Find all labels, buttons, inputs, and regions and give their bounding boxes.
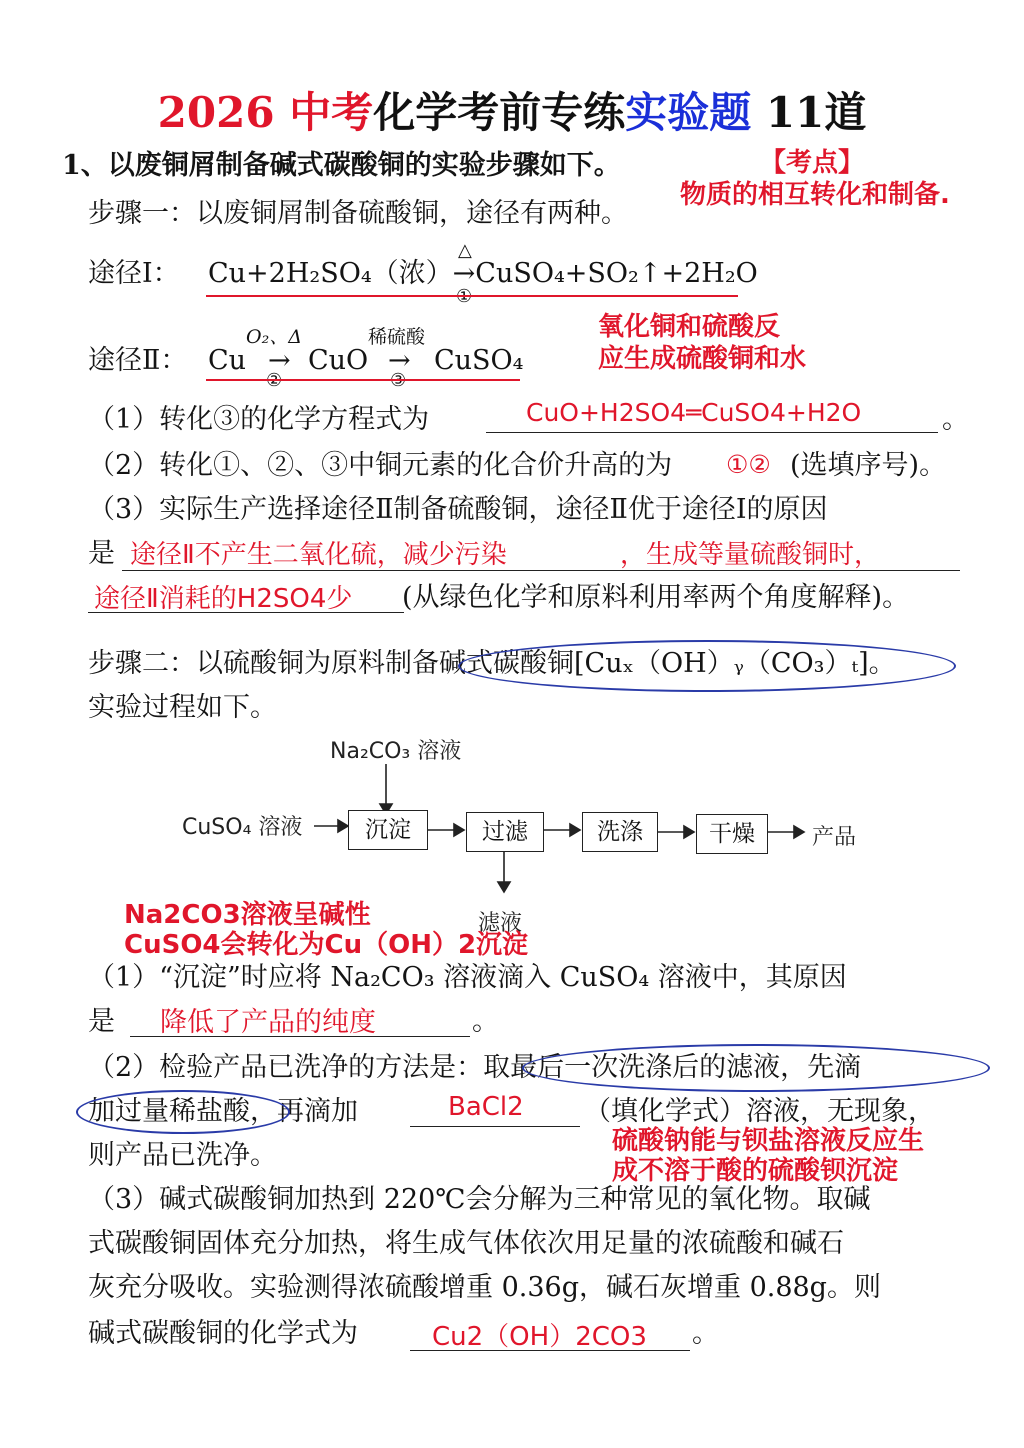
route2-cond-acid: 稀硫酸 <box>368 326 426 348</box>
flow-product: 产品 <box>812 825 857 850</box>
s2-text: （2）检验产品已洗净的方法是：取最后一次洗涤后的滤液，先滴 <box>88 1052 862 1083</box>
route2-cuo: CuO <box>308 345 369 376</box>
highlight-ellipse-method <box>522 1044 990 1092</box>
flow-na2co3-label: Na₂CO₃ 溶液 <box>330 739 462 764</box>
route2-cu: Cu <box>208 345 247 376</box>
p1-end: 。 <box>942 404 969 435</box>
route2-arrow-1: → <box>268 345 291 376</box>
s3-answer: Cu2（OH）2CO3 <box>432 1322 647 1352</box>
route2-num-3: ③ <box>390 370 407 391</box>
p3-shi: 是 <box>88 538 115 569</box>
route2-cond-o2: O₂、Δ <box>246 326 302 348</box>
s1-shi: 是 <box>88 1006 115 1037</box>
s3-text-d: 碱式碳酸铜的化学式为 <box>88 1318 358 1349</box>
s2-text-b-b: （填化学式）溶液，无现象， <box>584 1096 935 1127</box>
s1-text: （1）“沉淀”时应将 Na₂CO₃ 溶液滴入 CuSO₄ 溶液中，其原因 <box>88 962 847 993</box>
flow-arrowhead-1 <box>454 824 464 836</box>
route2-arrow-2: → <box>388 345 411 376</box>
title-year: 2026 <box>157 88 275 137</box>
s2-text-b-a: 加过量稀盐酸，再滴加 <box>88 1096 358 1127</box>
p2-text: （2）转化①、②、③中铜元素的化合价升高的为 <box>88 450 673 481</box>
s3-text-c: 灰充分吸收。实验测得浓硫酸增重 0.36g，碱石灰增重 0.88g。则 <box>88 1272 881 1303</box>
note-na2co3-line2: CuSO4会转化为Cu（OH）2沉淀 <box>124 930 529 960</box>
route1-cond-heat: △ <box>458 240 472 261</box>
flow-filtrate: 滤液 <box>478 911 523 936</box>
p3-answer-c: 途径Ⅱ消耗的H2SO4少 <box>94 584 353 614</box>
step2-text: 步骤二：以硫酸铜为原料制备碱式碳酸铜[Cuₓ（OH）ᵧ（CO₃）ₜ]。 <box>88 648 896 679</box>
kaodian-label: 【考点】 <box>760 148 865 178</box>
p1-answer: CuO+H2SO4═CuSO4+H2O <box>526 398 862 427</box>
p3-answer-a: 途径Ⅱ不产生二氧化硫，减少污染 <box>130 540 507 570</box>
note-ba-line1: 硫酸钠能与钡盐溶液反应生 <box>612 1126 925 1156</box>
flow-arrowhead-cuso4 <box>338 820 348 832</box>
flow-cuso4-label: CuSO₄ 溶液 <box>182 815 303 840</box>
note-cuo-line1: 氧化铜和硫酸反 <box>598 312 781 342</box>
s2-answer: BaCl2 <box>448 1092 524 1122</box>
s3-text-a: （3）碱式碳酸铜加热到 220℃会分解为三种常见的氧化物。取碱 <box>88 1184 871 1215</box>
flow-box-dry: 干燥 <box>696 814 768 854</box>
note-na2co3-line1: Na2CO3溶液呈碱性 <box>124 900 371 930</box>
p2-answer: ①② <box>726 450 771 479</box>
title-zk: 中考 <box>289 88 374 137</box>
s1-end: 。 <box>472 1006 499 1037</box>
s1-answer: 降低了产品的纯度 <box>160 1007 376 1038</box>
flow-arrowhead-2 <box>570 824 580 836</box>
route2-cuso4: CuSO₄ <box>434 345 524 376</box>
p3-end: (从绿色化学和原料利用率两个角度解释)。 <box>402 582 910 613</box>
flow-box-wash: 洗涤 <box>582 812 658 852</box>
route1-label: 途径Ⅰ： <box>88 258 180 289</box>
s2-text-c: 则产品已洗净。 <box>88 1140 277 1171</box>
step1-text: 步骤一：以废铜屑制备硫酸铜，途径有两种。 <box>88 198 628 229</box>
flow-box-precipitate: 沉淀 <box>348 810 428 850</box>
title-mid: 化学考前专练 <box>373 88 626 137</box>
step2-text-b: 实验过程如下。 <box>88 692 277 723</box>
highlight-ellipse-hcl <box>76 1090 290 1134</box>
p3-text: （3）实际生产选择途径Ⅱ制备硫酸铜，途径Ⅱ优于途径Ⅰ的原因 <box>88 494 828 525</box>
note-cuo-line2: 应生成硫酸铜和水 <box>598 344 807 374</box>
s2-blank <box>410 1126 580 1127</box>
route2-label: 途径Ⅱ： <box>88 345 188 376</box>
route1-equation: Cu+2H₂SO₄（浓）→CuSO₄+SO₂↑+2H₂O <box>208 258 758 289</box>
route1-cond-num: ① <box>456 286 473 307</box>
p1-text: （1）转化③的化学方程式为 <box>88 404 430 435</box>
flow-arrowhead-4 <box>794 826 804 838</box>
s3-text-b: 式碳酸铜固体充分加热，将生成气体依次用足量的浓硫酸和碱石 <box>88 1228 844 1259</box>
title-count: 11道 <box>765 88 867 137</box>
p3-answer-b: ，生成等量硫酸铜时， <box>620 540 881 570</box>
s3-end: 。 <box>692 1318 719 1349</box>
question-stem: 1、以废铜屑制备碱式碳酸铜的实验步骤如下。 <box>62 150 621 181</box>
route2-num-2: ② <box>266 370 283 391</box>
note-ba-line2: 成不溶于酸的硫酸钡沉淀 <box>612 1156 899 1186</box>
p2-end: (选填序号)。 <box>790 450 947 481</box>
flow-box-filter: 过滤 <box>466 812 544 852</box>
flow-arrowhead-3 <box>684 826 694 838</box>
title-exp: 实验题 <box>625 88 752 137</box>
flow-arrowhead-filtrate <box>498 882 510 892</box>
kaodian-text: 物质的相互转化和制备. <box>680 180 950 210</box>
